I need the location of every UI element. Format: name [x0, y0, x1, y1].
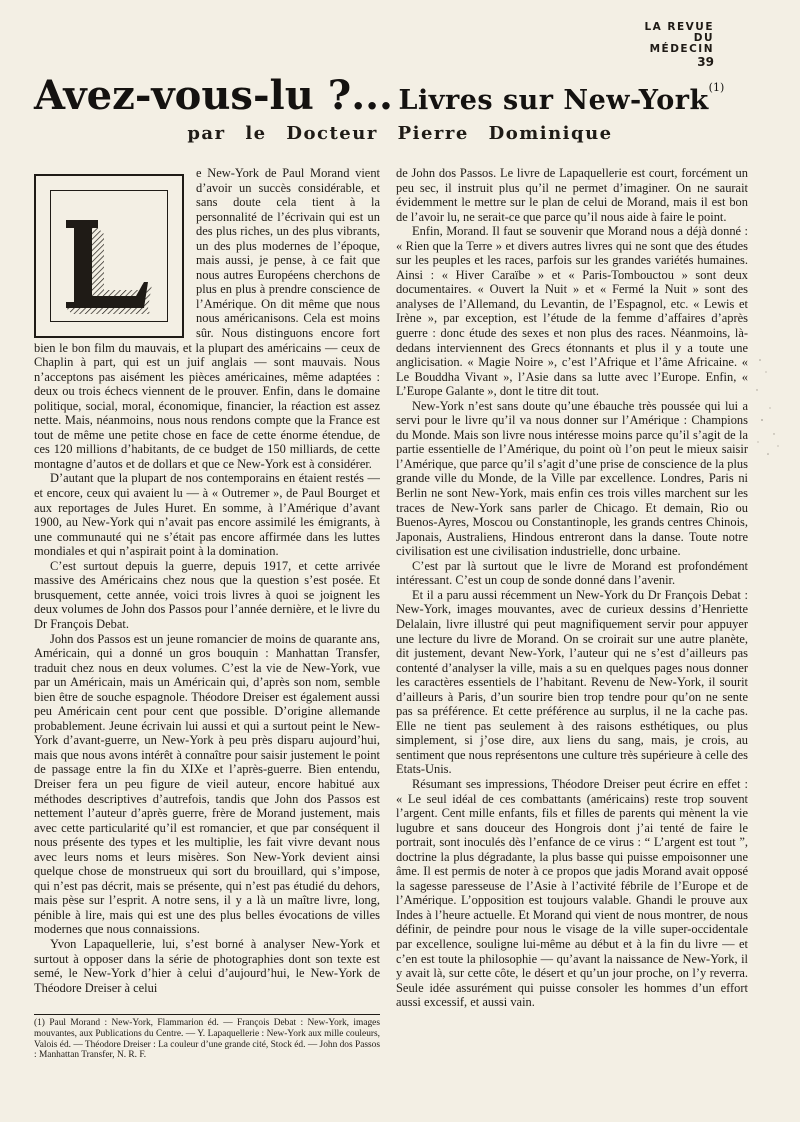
right-column — [396, 166, 748, 1026]
page-number: 39 — [697, 55, 714, 69]
paragraph: C’est surtout depuis la guerre, depuis 1917, et cette arrivée massive des Américains chez nous que la question s’est posée. Et brusquement, cette année, voici trois livres à quoi se joignent les deux volumes de John dos Passos pour l’année dernière, et le livre du Dr François Debat. — [34, 558, 380, 631]
dropcap-ornament — [34, 174, 184, 338]
title-main: Avez-vous-lu ?... — [34, 72, 393, 119]
article-title — [34, 72, 764, 119]
footnotes — [34, 1014, 380, 1061]
paragraph: D’autant que la plupart de nos contemporains en étaient restés — et encore, ceux qui avaient lu — à « Outremer », de Paul Bourget et aux reportages de Jules Huret. En somme, à l’Amérique d’avant 1900, au New-York qui n’avait pas encore assimilé les émigrants, à une communauté qui ne s’était pas encore affirmée dans les luttes mondiales et qui n’aspirait point à la domination. — [34, 471, 380, 559]
title-footnote-mark: (1) — [708, 81, 725, 94]
paragraph: Résumant ses impressions, Théodore Dreiser peut écrire en effet : « Le seul idéal de ces combattants (américains) reste trop souvent l’argent. Cent mille enfants, fils et filles de parents qui mènent la vie lugubre et sans douceur des Hongrois dont j’ai tenté de faire le portrait, sont inoculés dès l’enfance de ce virus : “ L’argent est tout ”, doctrine la plus dégradante, la plus basse qui puisse empoisonner une âme. Il est permis de noter à ce propos que jadis Morand avait opposé la sagesse paresseuse de l’Asie à l’activité fébrile de l’Europe et de l’Amérique. L’opposition est toujours valable. Ghandi le prouve aux Indes à l’heure actuelle. Et Morand qui vient de nous montrer, de nous définir, de peindre pour nous le visage de la ville super-occidentale par excellence, souligne lui-même au début et à la fin du livre — et c’en est toute la philosophie — qu’avant la naissance de New-York, il y avait là, sur cette côte, le désert et qu’un jour proche, on l’y reverra. Seule idée assurément qui puisse consoler les hommes d’un effort aussi excessif, et aussi vain. — [396, 776, 748, 1010]
footnote: (1) Paul Morand : New-York, Flammarion éd. — François Debat : New-York, images mouvantes, aux Publications du Centre. — Y. Lapaquellerie : New-York aux mille couleurs, Valois éd. — Théodore Dreiser : La couleur d’une grande cité, Stock éd. — John dos Passos : Manhattan Transfer, N. R. F. — [34, 1018, 380, 1061]
masthead-line3: MÉDECIN — [649, 43, 714, 55]
paragraph: New-York n’est sans doute qu’une ébauche très poussée qui lui a servi pour le livre qu’il va nous donner sur l’Amérique : Champions du Monde. Mais son livre nous intéresse moins parce qu’il s’agit de la partie essentielle de l’Amérique, du point où l’on peut le mieux saisir l’Amérique, que parce qu’il s’agit d’une prise de conscience de la plus grande ville du Monde, de la Ville par excellence. Londres, Paris ni Berlin ne sont New-York, mais enfin ces trois villes marchent sur les traces de New-York sans parler de Chicago. Et demain, Rio ou Buenos-Ayres, Moscou ou Constantinople, les grands centres Chinois, Japonais, Australiens, Hindous entreront dans la danse. Toute notre civilisation est une civilisation industrielle, donc urbaine. — [396, 398, 748, 559]
paragraph: Yvon Lapaquellerie, lui, s’est borné à analyser New-York et surtout à opposer dans la série de photographies dont son texte est semé, le New-York d’hier à celui d’aujourd’hui, le New-York de Théodore Dreiser à celui — [34, 936, 380, 995]
margin-ink-speckles — [752, 350, 792, 470]
masthead — [644, 22, 714, 68]
paragraph: Et il a paru aussi récemment un New-York du Dr François Debat : New-York, images mouvantes, avec de curieux dessins d’Henriette Delalain, livre illustré qui peut magnifiquement servir pour appuyer une lecture du livre de Morand. On se croirait sur une autre planète, dit justement, devant New-York, l’auteur qui ne s’est d’ailleurs pas contenté d’analyser la ville, mais a su en quelques pages nous donner les caractères essentiels de l’habitant. Revenu de New-York, il sourit d’ailleurs à Paris, d’un sourire bien trop tendre pour qu’on ne sente pas sa préférence. Et cette préférence au surplus, il ne la cache pas. Elle ne tient pas seulement à des raisons esthétiques, ou plus simplement, si j’ose dire, aux liens du sang, mais, je crois, au sentiment que nous représentons une culture très supérieure à celle des Etats-Unis. — [396, 587, 748, 777]
title-sub: Livres sur New-York — [398, 85, 709, 116]
paragraph: e New-York de Paul Morand vient d’avoir un succès considérable, et sans doute cela tient à la personnalité de l’écrivain qui est un des plus riches, un des plus vibrants, un des plus modernes de l’époque, mais aussi, je pense, à ce fait que nous autres Européens cherchons de plus en plus à prendre conscience de l’Amérique. On dit même que nous nous américanisons. Cela est moins sûr. Nous distinguons encore fort bien le bon film du mauvais, et la plupart des américains — ceux de Chaplin à part, qui est un juif anglais — sont mauvais. Nous n’acceptons pas aisément les pièces américaines, même adaptées : deux ou trois échecs viennent de le prouver. Enfin, dans le domaine politique, social, moral, économique, financier, la réaction est assez nette. Mais, néanmoins, nous nous rendons compte que la France est tout de même une petite chose en face de cette énorme étendue, de ces 120 millions d’habitants, de ce budget de 150 milliards, de cette montagne d’autos et de dollars et que ce New-York est à considérer. — [34, 166, 380, 471]
paragraph: Enfin, Morand. Il faut se souvenir que Morand nous a déjà donné : « Rien que la Terre » et divers autres livres qui ne sont que des études sur les peuples et les races, parfois sur les grandes variétés humaines. Ainsi : « Hiver Caraïbe » et « Paris-Tombouctou » sont deux documentaires. « Ouvert la Nuit » et « Fermé la Nuit » sont des analyses de l’Allemand, du Levantin, de l’Espagnol, etc. « Lewis et Irène », par exception, est l’étude de la femme d’affaires d’après guerre : donc étude des sexes et non plus des races. Néanmoins, là-dedans interviennent des Grecs étonnants et plus il y a toute une anglicisation. « Magie Noire », c’est l’Afrique et l’âme Africaine. « Le Bouddha Vivant », l’Asie dans sa lutte avec l’Europe. Enfin, « L’Europe Galante », dont le titre dit tout. — [396, 224, 748, 399]
masthead-line1: LA REVUE — [644, 21, 714, 33]
paragraph: de John dos Passos. Le livre de Lapaquellerie est court, forcément un peu sec, il instruit plus qu’il ne permet d’imaginer. On ne saurait évidemment le mettre sur le plan de celui de Morand, mais il est bon de l’avoir lu, ne serait-ce que parce qu’il nous aide à faire le point. — [396, 166, 748, 224]
masthead-line2: DU — [693, 32, 714, 44]
paragraph: C’est par là surtout que le livre de Morand est profondément intéressant. C’est un coup de sonde donné dans l’avenir. — [396, 558, 748, 588]
dropcap-l-shape — [66, 220, 152, 314]
byline: par le Docteur Pierre Dominique — [187, 123, 613, 144]
left-column — [34, 166, 380, 1012]
dropcap-letter-graphic — [36, 176, 182, 336]
paragraph: John dos Passos est un jeune romancier de moins de quarante ans, Américain, qui a donné un gros bouquin : Manhattan Transfer, traduit chez nous en deux volumes. C’est la vie de New-York, vue par un Américain, mais un Américain qui, d’après son nom, semble bien être de souche espagnole. Théodore Dreiser est également aussi peu Américain cent pour cent que possible. D’origine allemande probablement. Jeune écrivain lui aussi et qui a surtout peint le New-York d’avant-guerre, un New-York à peu près disparu aujourd’hui, mais que nous avons intérêt à connaître pour saisir justement le point de passage entre la fin du XIXe et l’après-guerre. Bien entendu, Dreiser fera un peu figure de vieil auteur, encore habitué aux méthodes descriptives d’autrefois, tandis que John dos Passos est nettement l’auteur d’après guerre, frère de Morand justement, mais avec cette particularité qu’il est romancier, et que par conséquent il nous présente des types et les multiplie, les fait vivre devant nous avec leurs noms et leurs misères. Son New-York devient ainsi quelque chose de monstrueux qui sort du brouillard, qui s’impose, qui n’est pas décrit, mais se présente, qui n’est pas étudié du dehors, mais pèse sur l’esprit. A notre sens, il y a là un maître livre, long, pénible à lire, mais qui est une des plus belles évocations de villes modernes que nous connaissions. — [34, 631, 380, 937]
